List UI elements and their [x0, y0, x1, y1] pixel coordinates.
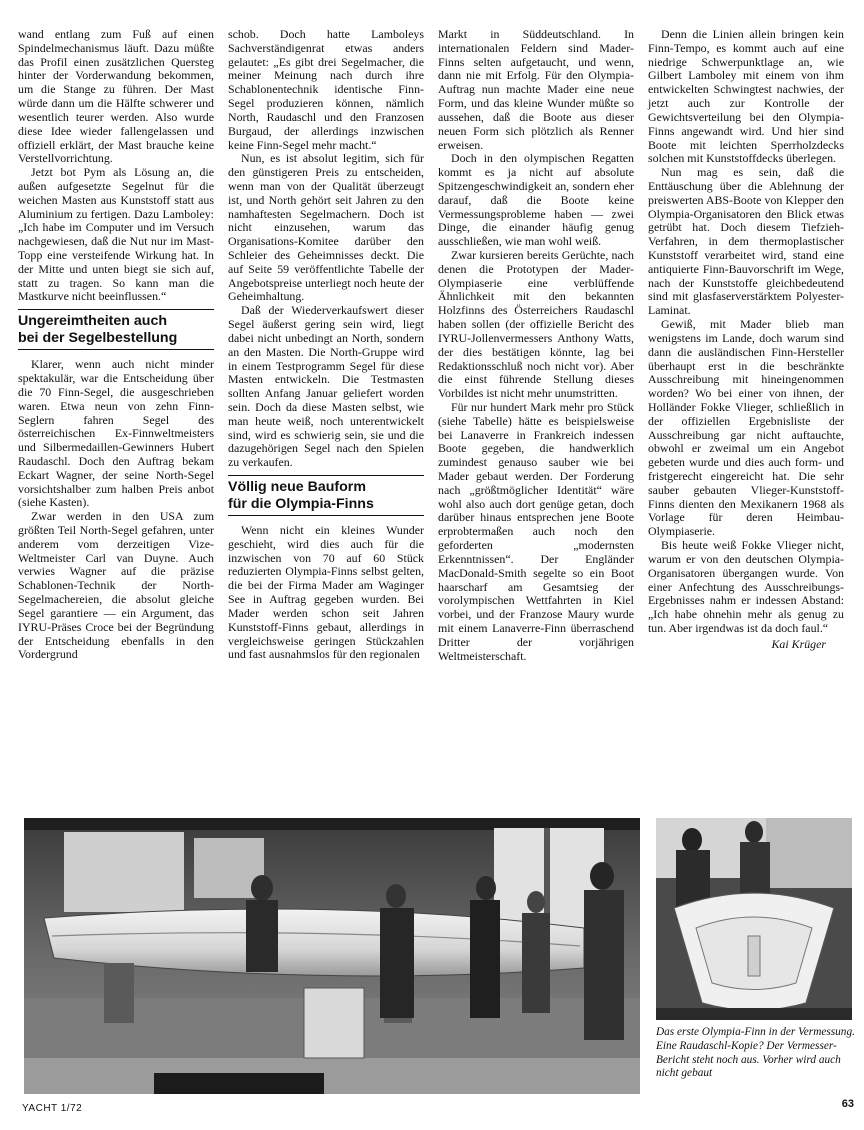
- body-paragraph: schob. Doch hatte Lamboleys Sachverständigenrat etwas anders gelautet: „Es gibt drei Segelmacher, die meiner Meinung nach durch ihre Schablonentechnik identische Finn-Segel produzieren können, nämlich North, Raudaschl und den Franzosen Burgaud, der allerdings inzwischen keine Finn-Segel mehr macht.“: [228, 27, 424, 152]
- body-paragraph: wand entlang zum Fuß auf einen Spindelmechanismus läuft. Dazu müßte das Profil einen zusätzlichen Quersteg hinter der Vorderwandung bekommen, um die Stange zu führen. Der Mast würde dann um die Hälfte schwerer und wesentlich teurer werden. Also wurde diese Idee wieder fallengelassen und offiziell erklärt, der Mast brauche keine Verstellvorrichtung.: [18, 27, 214, 166]
- body-paragraph: Denn die Linien allein bringen kein Finn-Tempo, es kommt auch auf eine niedrige Schwerpunktlage an, wie Gilbert Lamboley mit einem von ihm entwickelten Schwingtest nachwies, der jetzt auch zur Kontrolle der Gewichtsverteilung bei den Olympia-Finns angewandt wird. Und hier sind Boote mit leichten Sperrholzdecks solchen mit Kunststoffdecks überlegen.: [648, 27, 844, 166]
- body-paragraph: Für nur hundert Mark mehr pro Stück (siehe Tabelle) hätte es beispielsweise bei Lanaverre in Frankreich indessen Boote gegeben, die handwerklich zumindest genauso sauber wie bei Mader gebaut werden. Der Forderung nach „größtmöglicher Identität“ wäre wohl also auch dort genüge getan, doch darüber hinaus entsprechen jene Boote erprobtermaßen auch noch den geforderten „modernsten Erkenntnissen“. Der Engländer MacDonald-Smith segelte so ein Boot haarscharf am Gesamtsieg der vorolympischen Wettfahrten in Kiel vorbei, und der Franzose Maury wurde mit einem Lanaverre-Finn überraschend Dritter der vorjährigen Weltmeisterschaft.: [438, 399, 634, 663]
- body-paragraph: Zwar werden in den USA zum größten Teil North-Segel gefahren, unter anderem vom derzeitigen Vize-Weltmeister Carl van Duyne. Auch verwies Wagner auf die präzise Schablonen-Technik der North-Segelmachereien, die absolut gleiche Segel garantiere — ein Argument, das IYRU-Präses Croce bei der Begründung der Entscheidung ebenfalls in den Vordergrund: [18, 509, 214, 662]
- section-heading-line: Ungereimtheiten auch: [18, 313, 167, 330]
- body-paragraph: Nun mag es sein, daß die Enttäuschung über die Ablehnung der preiswerten ABS-Boote von Klepper den Olympia-Organisatoren den Blick etwas getrübt hat. Doch diesem Tiefzieh-Verfahren, in dem thermoplastischer Kunststoff verarbeitet wird, stand eine antiquierte Finn-Bauvorschrift im Wege, nach der Kunststoffe gleichbedeutend sind mit glasfaserverstärktem Polyester-Laminat.: [648, 165, 844, 318]
- body-paragraph: Wenn nicht ein kleines Wunder geschieht, wird dies auch für die inzwischen von 70 auf 60 Stück reduzierten Olympia-Finns selbst gelten, die bei der Firma Mader am Waginger See in Auftrag gegeben wurden. Bei Mader werden schon seit Jahren Kunststoff-Finns gebaut, allerdings in vergleichsweise geringen Stückzahlen und fast ausnahmslos für den regionalen: [228, 523, 424, 662]
- body-paragraph: Doch in den olympischen Regatten kommt es ja nicht auf absolute Spitzengeschwindigkeit an, sondern eher darauf, daß die Boote keine Vermessungsprobleme haben — zwei Dinge, die einander häufig genug ausschließen, wie man wohl weiß.: [438, 151, 634, 249]
- body-paragraph: Nun, es ist absolut legitim, sich für den günstigeren Preis zu entscheiden, wenn man von der Qualität überzeugt ist, und North gehört seit Jahren zu den namhaftesten Segelmachern. Doch ist nicht einzusehen, warum das Organisations-Komitee darüber den Schleier des Geheimnisses deckt. Die auf Seite 59 veröffentlichte Tabelle der Angebotspreise unterliegt noch heute der Geheimhaltung.: [228, 151, 424, 304]
- photo-caption: Das erste Olympia-Finn in der Vermessung. Eine Raudaschl-Kopie? Der Vermesser-Bericht steht noch aus. Vorher wird auch nicht gebaut: [656, 1026, 855, 1080]
- article-column-3: [438, 28, 634, 663]
- article-column-4: [648, 28, 844, 652]
- article-column-1: [18, 28, 214, 662]
- author-byline: Kai Krüger: [771, 636, 826, 651]
- body-paragraph: Gewiß, mit Mader blieb man wenigstens im Lande, doch warum sind dann die ausländischen Finn-Hersteller überhaupt erst in die beschränkte Ausschreibung mit hineingenommen worden? Wo bei einer von ihnen, der Holländer Fokke Vlieger, schließlich in der offiziellen Ergebnisliste der Ausschreibung gar nicht auftauchte, obwohl er zweimal um ein Angebot gebeten wurde und dies auch form- und fristgerecht eingereicht hat. Die sehr sauber gebauten Vlieger-Kunststoff-Finns dienten den Mexikanern 1968 als Vorlage für deren Heimbau-Olympiaserie.: [648, 317, 844, 539]
- body-paragraph: Markt in Süddeutschland. In internationalen Feldern sind Mader-Finns selten aufgetaucht, und wenn, dann nie mit Erfolg. Für den Olympia-Auftrag nun machte Mader eine neue Form, und das kleine Wunder müßte so aussehen, daß die Boote aus dieser neuen Form sich plötzlich als Renner erweisen.: [438, 27, 634, 152]
- section-heading: [228, 475, 424, 516]
- page-number: 63: [841, 1098, 854, 1110]
- section-heading-line: bei der Segelbestellung: [18, 329, 178, 346]
- section-heading-line: für die Olympia-Finns: [228, 495, 374, 512]
- body-paragraph: Zwar kursieren bereits Gerüchte, nach denen die Prototypen der Mader-Olympiaserie eine verblüffende Ähnlichkeit mit den bekannten Holzfinns des Österreichers Raudaschl haben sollen (der offizielle Bericht des IYRU-Jollenvermessers Anthony Watts, der dies bestätigen könnte, lag bei Redaktionsschluß noch nicht vor). Aber die einst führende Stellung dieses Vorbildes ist nicht mehr unumstritten.: [438, 248, 634, 401]
- body-paragraph: Daß der Wiederverkaufswert dieser Segel äußerst gering sein wird, liegt dabei nicht unbedingt an North, sondern an den Masten. Die North-Gruppe wird in einem Testprogramm Segel für diese Masten entwickeln. Die Testmasten sollten Anfang Januar geliefert worden sein. Doch da diese Masten selbst, wie man heute weiß, noch unterentwickelt sind, wird es schwierig sein, sie und die dazugehörigen Segel nach den Spielen zu verkaufen.: [228, 303, 424, 470]
- section-heading-line: Völlig neue Bauform: [228, 479, 366, 495]
- body-paragraph: Klarer, wenn auch nicht minder spektakulär, war die Entscheidung über die 70 Finn-Segel, die ausgeschrieben waren. Etwa neun von zehn Finn-Seglern fahren Segel des österreichischen Ex-Finnweltmeisters und Silbermedaillen-Gewinners Hubert Raudaschl. Doch den Auftrag bekam Eckart Wagner, der seine North-Segel vorsichtshalber zum halben Preis anbot (siehe Kasten).: [18, 357, 214, 510]
- hull-photo: [656, 818, 852, 1020]
- body-paragraph: Bis heute weiß Fokke Vlieger nicht, warum er von den deutschen Olympia-Organisatoren übergangen wurde. Von einer Anfechtung des Ausschreibungs-Ergebnisses nahm er indessen Abstand: „Ich habe ohnehin mehr als genug zu tun. Aber irgendwas ist da doch faul.“: [648, 538, 844, 635]
- magazine-issue: YACHT 1/72: [22, 1103, 83, 1114]
- workshop-photo: [24, 818, 640, 1094]
- body-paragraph: Jetzt bot Pym als Lösung an, die außen aufgesetzte Segelnut für die weichen Masten aus Kunststoff statt aus Aluminium zu fertigen. Dazu Lamboley: „Ich habe im Computer und im Versuch nachgewiesen, daß die Nut nur im Mast-Topp eine versteifende Wirkung hat. In der Mitte und unten biegt sie sich auf, statt zu tragen. So kann man die Mastkurve nicht beeinflussen.“: [18, 165, 214, 304]
- article-column-2: [228, 28, 424, 662]
- section-heading: [18, 309, 214, 350]
